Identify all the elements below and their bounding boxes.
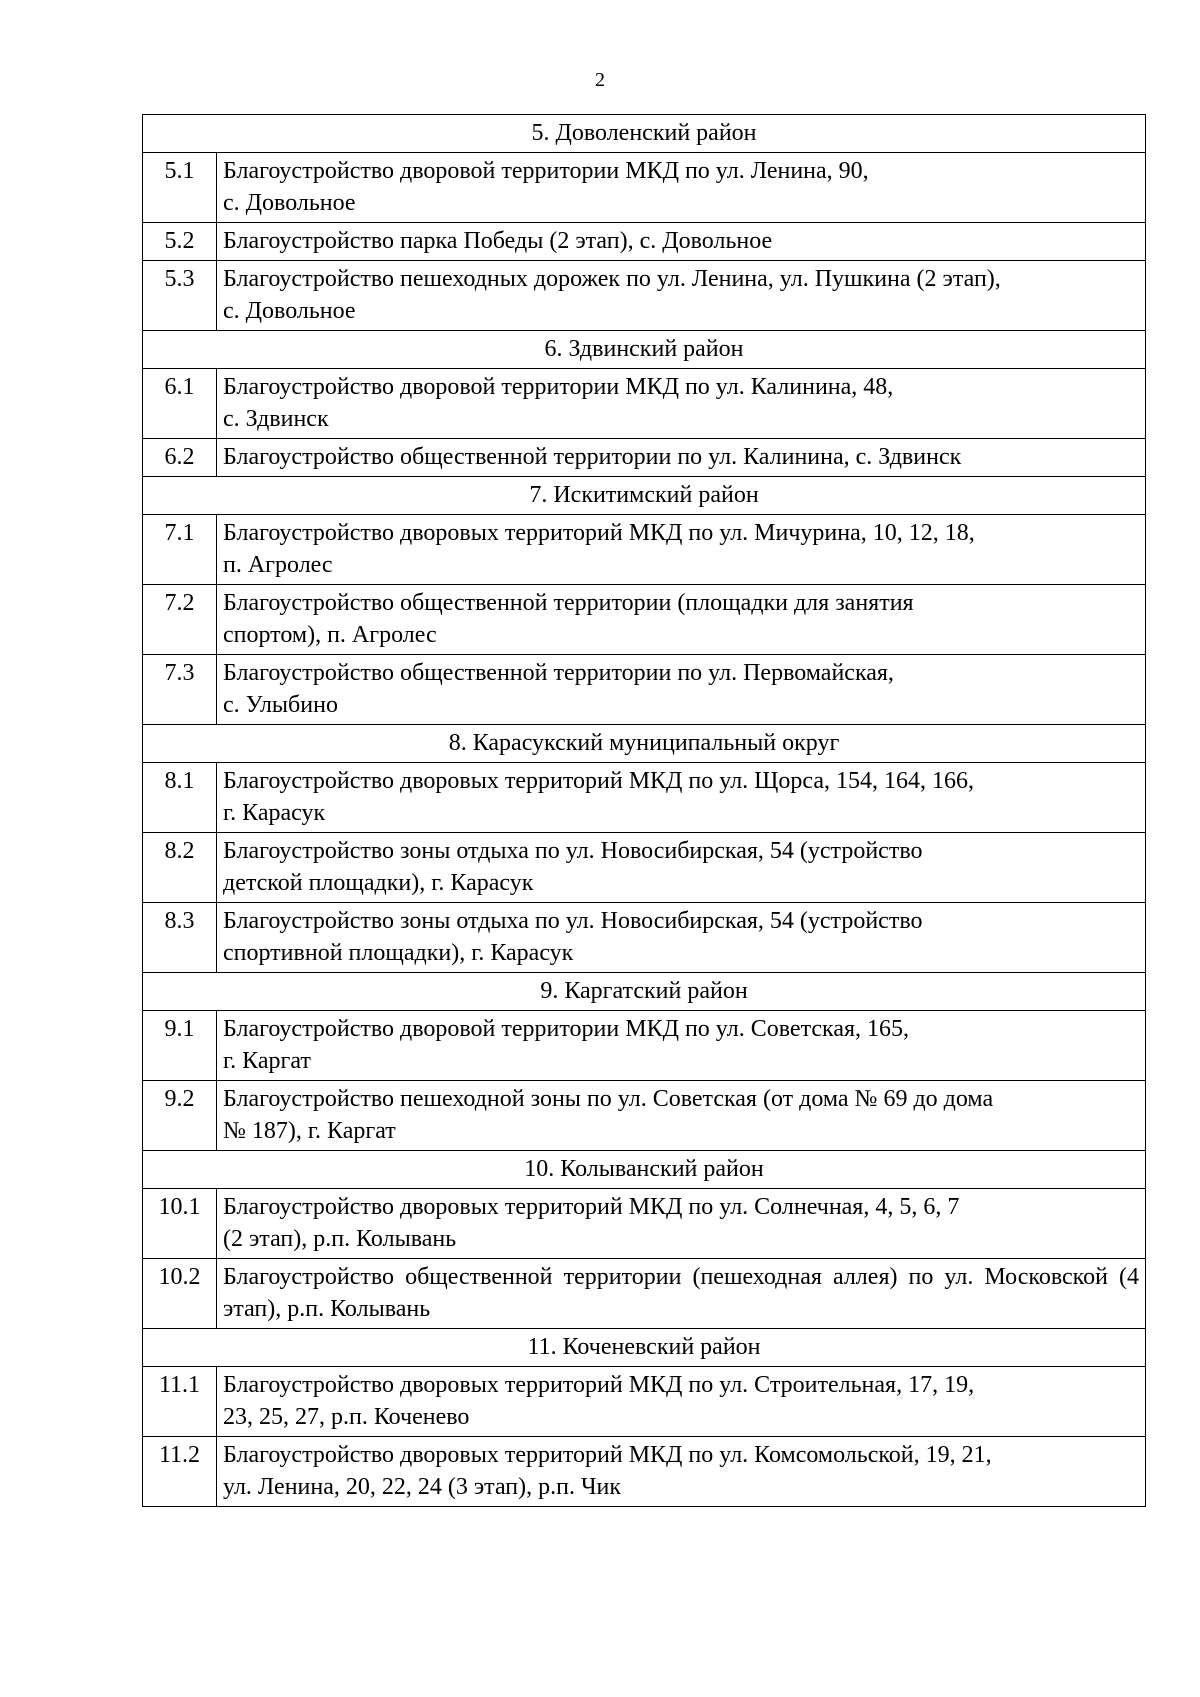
item-number: 8.1 (143, 763, 217, 833)
description-line: Благоустройство зоны отдыха по ул. Новосибирская, 54 (устройство (223, 838, 923, 864)
section-header-row (143, 973, 1146, 1011)
item-number: 7.3 (143, 655, 217, 725)
description-line: Благоустройство дворовых территорий МКД по ул. Солнечная, 4, 5, 6, 7 (223, 1194, 960, 1220)
projects-table (142, 114, 1146, 1507)
item-description (217, 1081, 1146, 1151)
item-number: 7.1 (143, 515, 217, 585)
description-line: Благоустройство общественной территории (пешеходная аллея) (223, 1264, 898, 1290)
description-line: Благоустройство дворовых территорий МКД по ул. Комсомольской, 19, 21, (223, 1442, 992, 1468)
description-line: Благоустройство общественной территории по ул. Первомайская, (223, 660, 894, 686)
item-number: 10.1 (143, 1189, 217, 1259)
item-description (217, 763, 1146, 833)
description-line: с. Довольное (223, 298, 356, 324)
description-line: п. Агролес (223, 552, 333, 578)
item-description (217, 261, 1146, 331)
item-number: 8.3 (143, 903, 217, 973)
description-line: Благоустройство общественной территории по ул. Калинина, с. Здвинск (223, 444, 962, 470)
description-line: спортивной площадки), г. Карасук (223, 940, 574, 966)
description-line: детской площадки), г. Карасук (223, 870, 534, 896)
item-description (217, 585, 1146, 655)
item-description (217, 1189, 1146, 1259)
description-line: Благоустройство пешеходной зоны по ул. Советская (от дома № 69 до дома (223, 1086, 994, 1112)
item-number: 6.1 (143, 369, 217, 439)
table-row (143, 585, 1146, 655)
section-header-row (143, 331, 1146, 369)
description-line: Благоустройство дворовой территории МКД по ул. Ленина, 90, (223, 158, 869, 184)
description-line: Благоустройство дворовых территорий МКД по ул. Мичурина, 10, 12, 18, (223, 520, 975, 546)
table-row (143, 655, 1146, 725)
description-line: Благоустройство зоны отдыха по ул. Новосибирская, 54 (устройство (223, 908, 923, 934)
table-row (143, 763, 1146, 833)
description-line: Благоустройство общественной территории (площадки для занятия (223, 590, 914, 616)
description-line: Благоустройство дворовой территории МКД по ул. Калинина, 48, (223, 374, 894, 400)
item-description (217, 439, 1146, 477)
table-row (143, 261, 1146, 331)
table-row (143, 1367, 1146, 1437)
table-row (143, 369, 1146, 439)
item-description (217, 223, 1146, 261)
item-number: 11.1 (143, 1367, 217, 1437)
item-description (217, 153, 1146, 223)
item-number: 9.2 (143, 1081, 217, 1151)
section-title: 5. Доволенский район (143, 115, 1146, 153)
projects-table-body (143, 115, 1146, 1507)
description-line: с. Улыбино (223, 692, 338, 718)
description-line: спортом), п. Агролес (223, 622, 437, 648)
table-row (143, 833, 1146, 903)
table-row (143, 903, 1146, 973)
description-line: г. Карасук (223, 800, 326, 826)
item-description (217, 1259, 1146, 1329)
table-row (143, 1189, 1146, 1259)
page-number: 2 (595, 69, 605, 91)
section-header-row (143, 1329, 1146, 1367)
section-title: 6. Здвинский район (143, 331, 1146, 369)
description-line: ул. Ленина, 20, 22, 24 (3 этап), р.п. Чик (223, 1474, 622, 1500)
table-row (143, 1011, 1146, 1081)
table-row (143, 223, 1146, 261)
description-line: Благоустройство дворовых территорий МКД по ул. Щорса, 154, 164, 166, (223, 768, 974, 794)
description-line: Благоустройство дворовых территорий МКД по ул. Строительная, 17, 19, (223, 1372, 975, 1398)
description-line: 23, 25, 27, р.п. Коченево (223, 1404, 470, 1430)
item-description (217, 515, 1146, 585)
section-title: 8. Карасукский муниципальный округ (143, 725, 1146, 763)
table-row (143, 153, 1146, 223)
item-number: 11.2 (143, 1437, 217, 1507)
section-header-row (143, 477, 1146, 515)
section-title: 10. Колыванский район (143, 1151, 1146, 1189)
item-description (217, 1367, 1146, 1437)
table-row (143, 1259, 1146, 1329)
section-title: 11. Коченевский район (143, 1329, 1146, 1367)
table-row (143, 1081, 1146, 1151)
description-line: Благоустройство пешеходных дорожек по ул. Ленина, ул. Пушкина (2 этап), (223, 266, 1001, 292)
section-header-row (143, 1151, 1146, 1189)
item-number: 5.3 (143, 261, 217, 331)
item-number: 7.2 (143, 585, 217, 655)
description-line: (2 этап), р.п. Колывань (223, 1226, 457, 1252)
item-number: 10.2 (143, 1259, 217, 1329)
table-row (143, 1437, 1146, 1507)
item-number: 5.1 (143, 153, 217, 223)
description-line: по ул. Московской (4 этап), р.п. Колывань (223, 1264, 1140, 1322)
item-number: 5.2 (143, 223, 217, 261)
section-title: 7. Искитимский район (143, 477, 1146, 515)
description-line: с. Здвинск (223, 406, 329, 432)
item-description (217, 369, 1146, 439)
item-description (217, 833, 1146, 903)
description-line: Благоустройство дворовой территории МКД по ул. Советская, 165, (223, 1016, 910, 1042)
table-row (143, 515, 1146, 585)
description-line: Благоустройство парка Победы (2 этап), с. Довольное (223, 228, 773, 254)
section-header-row (143, 725, 1146, 763)
item-description (217, 655, 1146, 725)
item-description (217, 1437, 1146, 1507)
item-description (217, 1011, 1146, 1081)
item-description (217, 903, 1146, 973)
section-title: 9. Каргатский район (143, 973, 1146, 1011)
description-line: № 187), г. Каргат (223, 1118, 396, 1144)
description-line: г. Каргат (223, 1048, 311, 1074)
description-line: с. Довольное (223, 190, 356, 216)
table-row (143, 439, 1146, 477)
item-number: 8.2 (143, 833, 217, 903)
section-header-row (143, 115, 1146, 153)
item-number: 6.2 (143, 439, 217, 477)
item-number: 9.1 (143, 1011, 217, 1081)
